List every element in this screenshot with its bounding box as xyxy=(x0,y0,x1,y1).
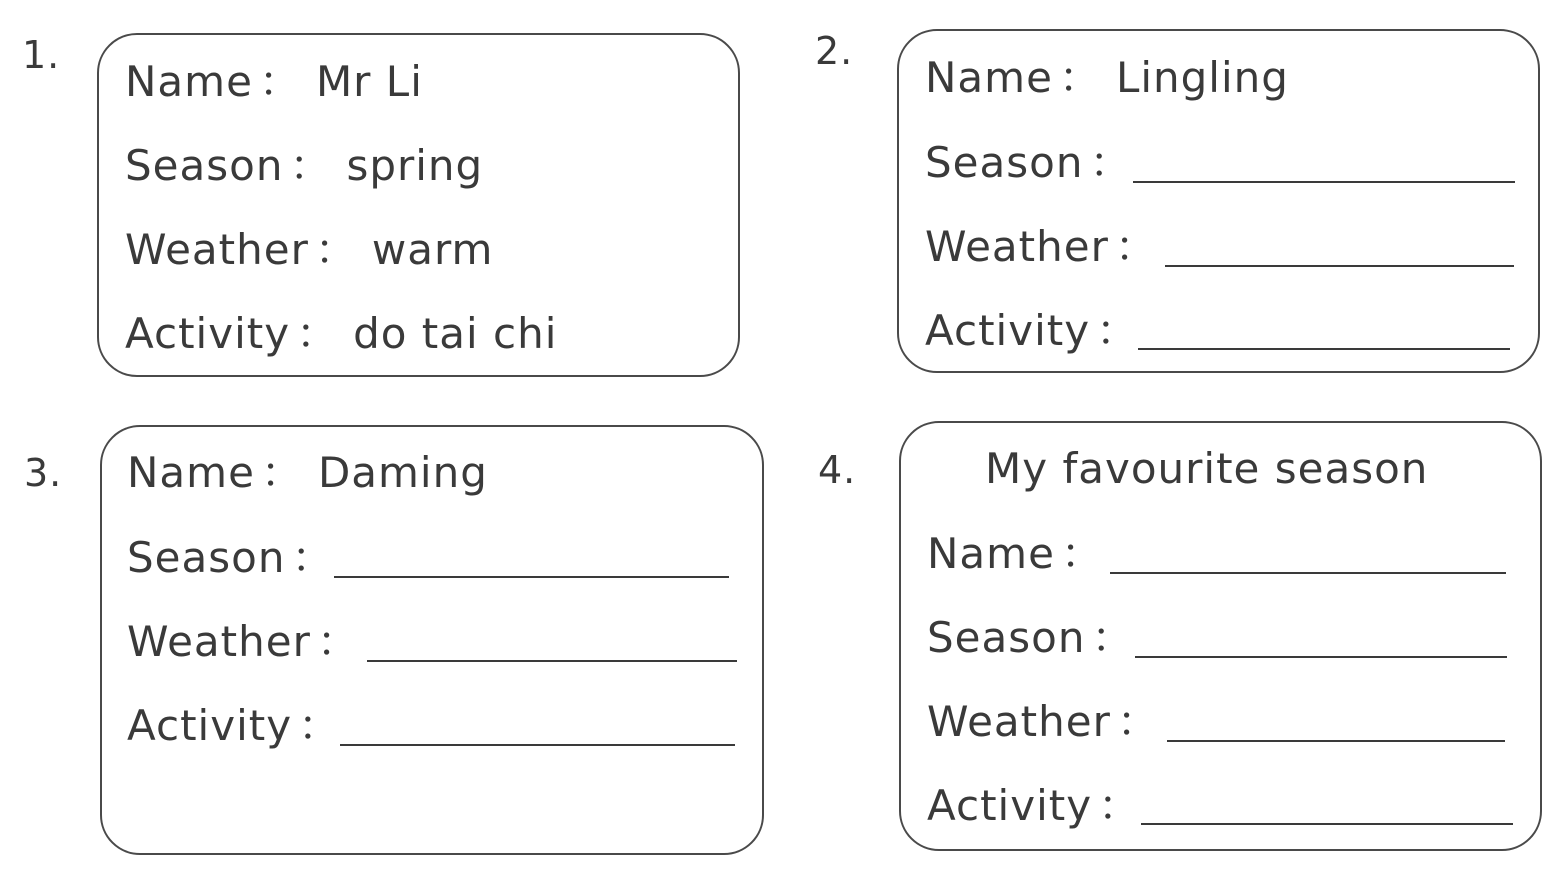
season-row xyxy=(925,138,1146,187)
colon: ： xyxy=(1091,613,1135,662)
weather-row xyxy=(925,222,1172,271)
name-label: Name xyxy=(925,53,1053,102)
season-label: Season xyxy=(127,533,286,582)
season-blank[interactable] xyxy=(1133,181,1515,183)
name-value: Daming xyxy=(317,448,488,497)
weather-row xyxy=(127,617,374,666)
colon: ： xyxy=(1089,138,1133,187)
colon: ： xyxy=(298,701,342,750)
name-row xyxy=(925,53,1289,102)
activity-label: Activity xyxy=(125,309,291,358)
activity-label: Activity xyxy=(127,701,293,750)
card-number: 1. xyxy=(22,33,61,77)
weather-value: warm xyxy=(371,225,494,274)
colon: ： xyxy=(1116,697,1160,746)
weather-row xyxy=(927,697,1174,746)
name-row xyxy=(127,448,488,497)
colon: ： xyxy=(296,309,340,358)
colon: ： xyxy=(1096,306,1140,355)
colon: ： xyxy=(258,57,302,106)
card-number: 3. xyxy=(24,451,63,495)
weather-blank[interactable] xyxy=(1165,265,1514,267)
colon: ： xyxy=(291,533,335,582)
activity-row xyxy=(125,309,558,358)
name-row xyxy=(927,529,1118,578)
name-value: Lingling xyxy=(1115,53,1289,102)
season-label: Season xyxy=(125,141,284,190)
season-row xyxy=(127,533,348,582)
weather-row xyxy=(125,225,494,274)
activity-blank[interactable] xyxy=(1138,348,1510,350)
card-heading: My favourite season xyxy=(985,444,1429,493)
colon: ： xyxy=(1058,53,1102,102)
activity-blank[interactable] xyxy=(340,744,735,746)
colon: ： xyxy=(314,225,358,274)
weather-blank[interactable] xyxy=(1167,740,1505,742)
weather-label: Weather xyxy=(925,222,1109,271)
card-number: 4. xyxy=(818,448,857,492)
colon: ： xyxy=(1114,222,1158,271)
weather-label: Weather xyxy=(127,617,311,666)
weather-label: Weather xyxy=(125,225,309,274)
name-label: Name xyxy=(927,529,1055,578)
season-value: spring xyxy=(346,141,484,190)
weather-label: Weather xyxy=(927,697,1111,746)
activity-label: Activity xyxy=(925,306,1091,355)
card-number: 2. xyxy=(815,29,854,73)
activity-row xyxy=(127,701,355,750)
activity-row xyxy=(925,306,1153,355)
name-row xyxy=(125,57,423,106)
season-label: Season xyxy=(927,613,1086,662)
activity-value: do tai chi xyxy=(353,309,558,358)
weather-blank[interactable] xyxy=(367,660,737,662)
season-row xyxy=(125,141,484,190)
colon: ： xyxy=(260,448,304,497)
name-value: Mr Li xyxy=(315,57,423,106)
name-label: Name xyxy=(127,448,255,497)
activity-label: Activity xyxy=(927,781,1093,830)
colon: ： xyxy=(289,141,333,190)
name-label: Name xyxy=(125,57,253,106)
activity-row xyxy=(927,781,1155,830)
colon: ： xyxy=(1060,529,1104,578)
colon: ： xyxy=(1098,781,1142,830)
season-blank[interactable] xyxy=(1135,656,1507,658)
activity-blank[interactable] xyxy=(1141,823,1513,825)
colon: ： xyxy=(316,617,360,666)
season-label: Season xyxy=(925,138,1084,187)
name-blank[interactable] xyxy=(1110,572,1506,574)
season-blank[interactable] xyxy=(334,576,729,578)
season-row xyxy=(927,613,1148,662)
